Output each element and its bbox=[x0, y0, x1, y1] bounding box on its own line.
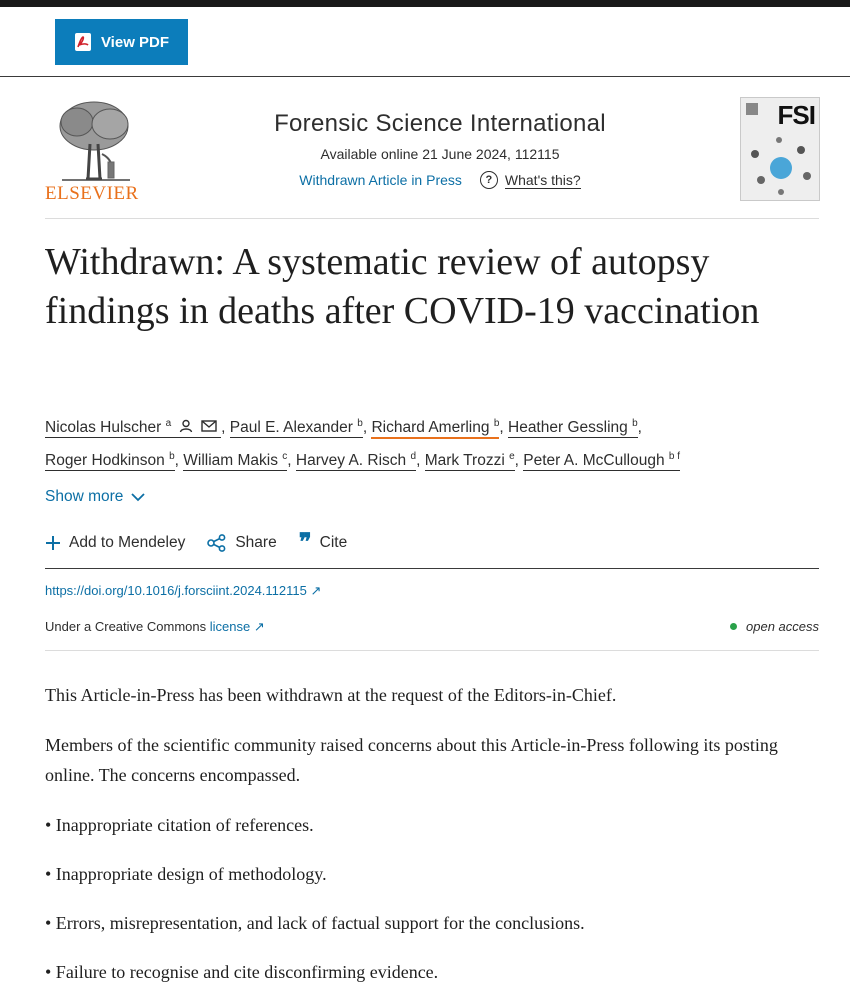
share-label: Share bbox=[235, 534, 277, 551]
open-access-badge bbox=[730, 619, 819, 634]
body-paragraph: Members of the scientific community raised concerns about this Article-in-Press following its posting online. The concerns encompassed. bbox=[45, 735, 778, 785]
doi-text: https://doi.org/10.1016/j.forsciint.2024.112115 bbox=[45, 583, 307, 598]
cover-graphic bbox=[741, 130, 819, 200]
author-link[interactable]: Harvey A. Risch $^d$ bbox=[295, 451, 417, 470]
bullet-item: • Failure to recognise and cite disconfirming evidence. bbox=[45, 962, 439, 982]
open-access-dot-icon bbox=[730, 623, 737, 630]
body-paragraph: This Article-in-Press has been withdrawn at the request of the Editors-in-Chief. bbox=[45, 685, 617, 705]
add-to-mendeley-button[interactable] bbox=[45, 534, 185, 552]
elsevier-wordmark: ELSEVIER bbox=[45, 183, 139, 204]
bullet-item: • Errors, misrepresentation, and lack of factual support for the conclusions. bbox=[45, 913, 585, 933]
author-link[interactable]: Heather Gessling $^b$ bbox=[508, 418, 638, 437]
license-prefix: Under a Creative Commons bbox=[45, 619, 207, 634]
email-icon bbox=[201, 420, 217, 432]
cite-button[interactable] bbox=[298, 530, 348, 556]
doi-link[interactable] bbox=[45, 583, 321, 599]
share-button[interactable] bbox=[207, 534, 276, 552]
whats-this-button[interactable] bbox=[480, 171, 581, 189]
journal-cover-image[interactable] bbox=[740, 97, 820, 201]
open-access-label: open access bbox=[746, 619, 819, 634]
actions-divider bbox=[45, 568, 819, 569]
journal-title[interactable]: Forensic Science International bbox=[274, 110, 606, 137]
meta-divider bbox=[45, 650, 819, 651]
mendeley-label: Add to Mendeley bbox=[69, 534, 186, 551]
whats-this-label: What's this? bbox=[504, 171, 581, 188]
author-link[interactable]: Mark Trozzi $^e$ bbox=[424, 451, 515, 470]
show-more-label: Show more bbox=[45, 488, 124, 505]
view-pdf-label: View PDF bbox=[100, 33, 170, 51]
header-bottom-divider bbox=[45, 218, 819, 219]
journal-header bbox=[240, 110, 640, 189]
author-link[interactable]: William Makis $^c$ bbox=[183, 451, 288, 470]
share-icon bbox=[207, 534, 227, 552]
header-divider bbox=[0, 76, 850, 77]
bullet-item: • Inappropriate design of methodology. bbox=[45, 864, 327, 884]
cite-label: Cite bbox=[319, 534, 348, 551]
availability-info: Available online 21 June 2024, 112115 bbox=[320, 146, 560, 162]
withdrawn-status-link[interactable]: Withdrawn Article in Press bbox=[299, 172, 462, 188]
author-link[interactable]: Nicolas Hulscher $^a$ bbox=[45, 419, 221, 438]
article-title: Withdrawn: A systematic review of autopsy findings in deaths after COVID-19 vaccination bbox=[45, 241, 760, 332]
plus-icon bbox=[45, 535, 61, 551]
author-link[interactable]: Richard Amerling $^b$ bbox=[371, 419, 499, 439]
view-pdf-button[interactable] bbox=[55, 19, 188, 65]
top-border bbox=[0, 0, 850, 7]
author-link[interactable]: Peter A. McCullough $^{b f}$ bbox=[523, 451, 681, 470]
help-icon: ? bbox=[480, 171, 498, 189]
cover-abbrev: FSI bbox=[777, 100, 815, 130]
external-link-icon: ↗ bbox=[253, 619, 265, 634]
show-more-button[interactable] bbox=[45, 488, 145, 506]
chevron-down-icon bbox=[131, 493, 145, 502]
quote-icon: ❞ bbox=[298, 530, 312, 556]
license-link[interactable]: license ↗ bbox=[209, 619, 265, 634]
cover-logo-icon bbox=[745, 102, 759, 116]
author-list: Nicolas Hulscher $^a$ , Paul E. Alexander $^b$, Richard Amerling $^b$, Heather Gessling $^b$, Roger Hodkinson $^b$, William Makis $^c$, Harvey A. Risch $^d$, Mark Trozzi $^e$, Peter A. McCullough $^{b f}$ bbox=[45, 418, 681, 470]
license-info bbox=[45, 619, 265, 635]
author-link[interactable]: Roger Hodkinson $^b$ bbox=[45, 451, 175, 470]
pdf-icon bbox=[74, 32, 92, 52]
bullet-item: • Inappropriate citation of references. bbox=[45, 815, 314, 835]
external-link-icon: ↗ bbox=[310, 583, 322, 598]
article-actions bbox=[45, 530, 348, 556]
person-icon bbox=[179, 419, 193, 433]
author-link[interactable]: Paul E. Alexander $^b$ bbox=[229, 418, 363, 437]
